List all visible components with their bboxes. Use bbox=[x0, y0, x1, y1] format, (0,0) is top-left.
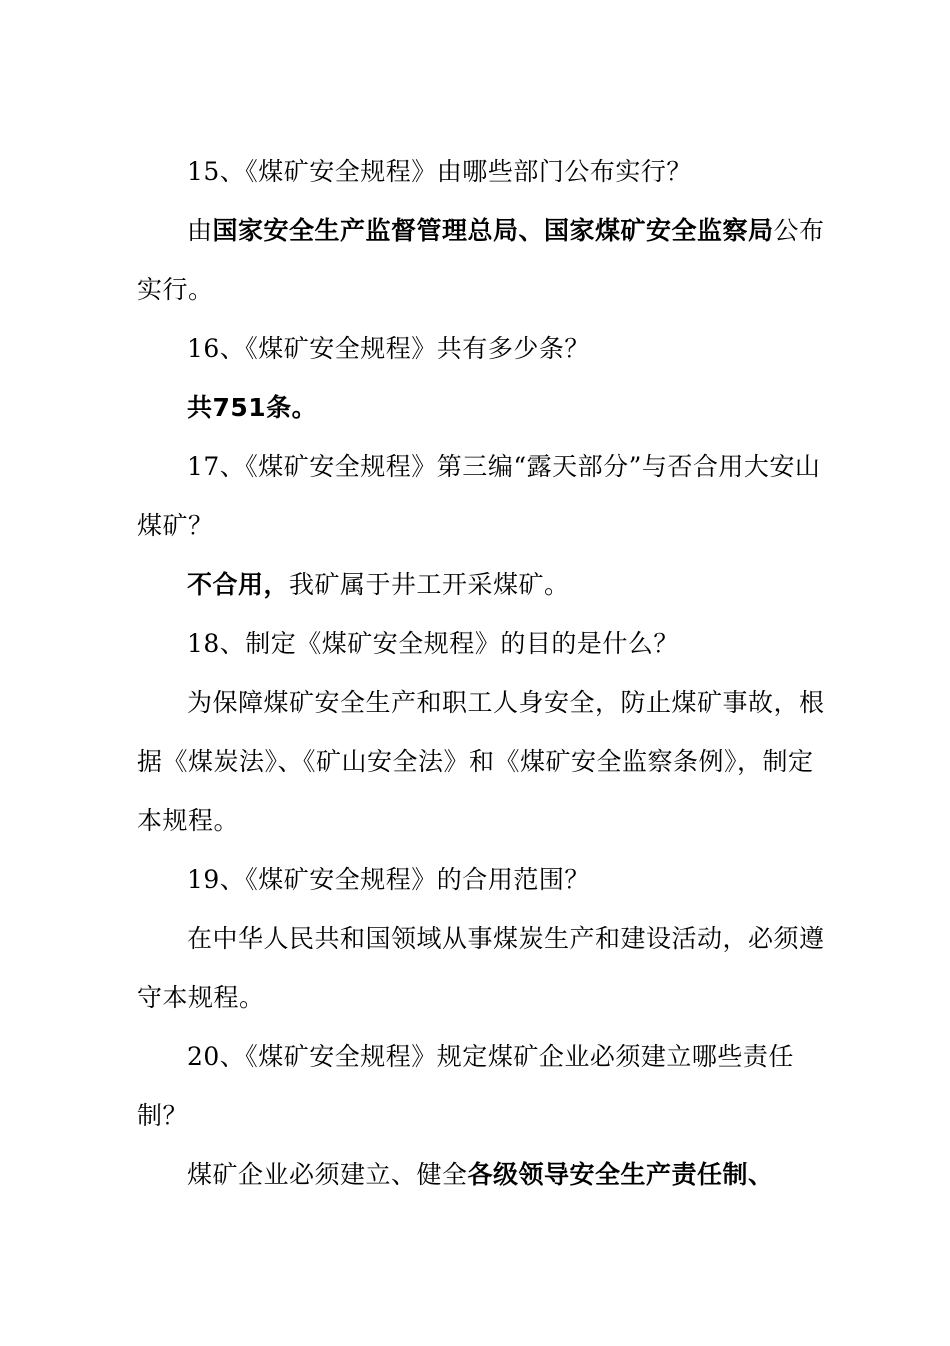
answer-17-part-2: 我矿属于井工开采煤矿。 bbox=[289, 570, 570, 599]
answer-17 bbox=[137, 555, 827, 614]
answer-20-part-1: 煤矿企业必须建立、健全 bbox=[187, 1160, 468, 1189]
question-17: 17、《煤矿安全规程》第三编“露天部分”与否合用大安山煤矿？ bbox=[137, 452, 821, 540]
answer-15-part-2: 国家安全生产监督管理总局、国家煤矿安全监察局 bbox=[212, 216, 774, 245]
answer-20 bbox=[137, 1145, 827, 1204]
question-20: 20、《煤矿安全规程》规定煤矿企业必须建立哪些责任制？ bbox=[137, 1042, 794, 1130]
answer-15-part-3: 公布实行。 bbox=[137, 216, 825, 304]
question-16: 16、《煤矿安全规程》共有多少条？ bbox=[187, 334, 590, 363]
question-18: 18、制定《煤矿安全规程》的目的是什么？ bbox=[187, 629, 679, 658]
answer-18 bbox=[137, 673, 827, 850]
answer-20-part-2: 各级领导安全生产责任制、 bbox=[467, 1160, 774, 1189]
answer-15-part-1: 由 bbox=[187, 216, 213, 245]
question-15: 15、《煤矿安全规程》由哪些部门公布实行？ bbox=[187, 157, 692, 186]
answer-16-part-1: 共751条。 bbox=[187, 393, 318, 422]
answer-17-part-1: 不合用， bbox=[187, 570, 290, 599]
question-19: 19、《煤矿安全规程》的合用范围？ bbox=[187, 865, 590, 894]
answer-15 bbox=[137, 201, 827, 319]
answer-19-part-1: 在中华人民共和国领域从事煤炭生产和建设活动，必须遵守本规程。 bbox=[137, 924, 825, 1012]
answer-19 bbox=[137, 909, 827, 1027]
answer-16 bbox=[137, 378, 827, 437]
answer-18-part-1: 为保障煤矿安全生产和职工人身安全，防止煤矿事故，根据《煤炭法》、《矿山安全法》和《煤矿安全监察条例》，制定本规程。 bbox=[137, 688, 825, 835]
